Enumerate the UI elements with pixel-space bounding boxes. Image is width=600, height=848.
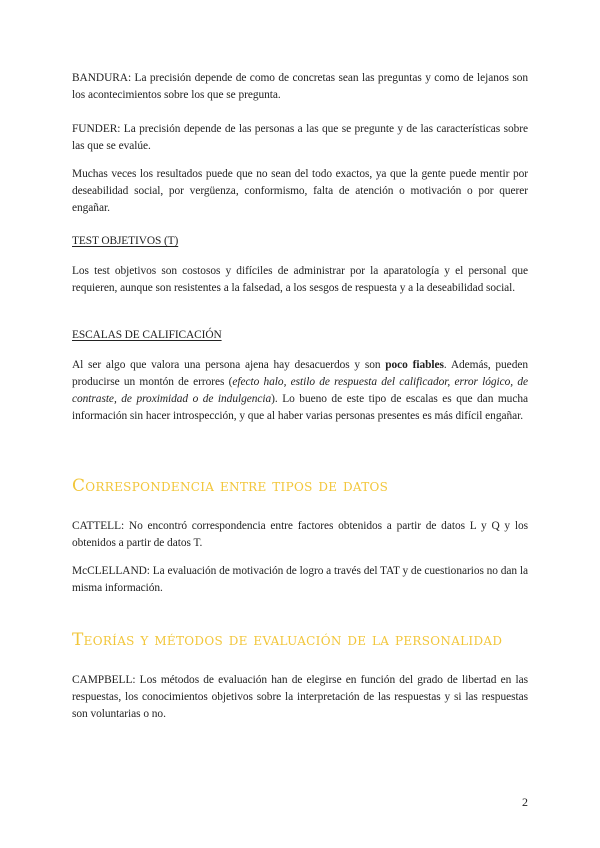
escalas-text-1: Al ser algo que valora una persona ajena hay desacuerdos y son	[72, 359, 386, 371]
paragraph-mcclelland: McCLELLAND: La evaluación de motivación de logro a través del TAT y de cuestionarios no dan la misma información.	[72, 565, 528, 594]
paragraph-escalas	[72, 357, 528, 425]
subheading-test-objetivos: TEST OBJETIVOS (T)	[72, 235, 179, 247]
section-title-correspondencia: Correspondencia entre tipos de datos	[72, 476, 389, 496]
page-number: 2	[522, 795, 528, 809]
subheading-escalas: ESCALAS DE CALIFICACIÓN	[72, 329, 222, 341]
escalas-text-3: ). Lo bueno de este tipo de escalas es que dan mucha información sin hacer introspección, y que al haber varias personas presentes es más difícil engañar.	[72, 393, 528, 422]
document-page	[72, 0, 528, 848]
section-title-teorias: Teorías y métodos de evaluación de la personalidad	[72, 630, 503, 650]
paragraph-muchas-veces: Muchas veces los resultados puede que no sean del todo exactos, ya que la gente puede mentir por deseabilidad social, por vergüenza, conformismo, falta de atención o motivación o por querer engañar.	[72, 168, 528, 214]
paragraph-campbell: CAMPBELL: Los métodos de evaluación han de elegirse en función del grado de libertad en las respuestas, los conocimientos objetivos sobre la interpretación de las respuestas y si las respuestas son voluntarias o no.	[72, 674, 528, 720]
escalas-italic-errores: efecto halo, estilo de respuesta del calificador, error lógico, de contraste, de proximidad o de indulgencia	[72, 376, 529, 405]
paragraph-funder: FUNDER: La precisión depende de las personas a las que se pregunte y de las características sobre las que se evalúe.	[72, 123, 528, 152]
escalas-text-2: . Además, pueden producirse un montón de errores (	[72, 359, 528, 388]
paragraph-test-objetivos: Los test objetivos son costosos y difíciles de administrar por la aparatología y el personal que requieren, aunque son resistentes a la falsedad, a los sesgos de respuesta y a la deseabilidad social.	[72, 265, 528, 294]
escalas-bold-poco-fiables: poco fiables	[385, 359, 444, 371]
paragraph-cattell: CATTELL: No encontró correspondencia entre factores obtenidos a partir de datos L y Q y los obtenidos a partir de datos T.	[72, 520, 528, 549]
paragraph-bandura: BANDURA: La precisión depende de como de concretas sean las preguntas y como de lejanos son los acontecimientos sobre los que se pregunta.	[72, 72, 528, 101]
